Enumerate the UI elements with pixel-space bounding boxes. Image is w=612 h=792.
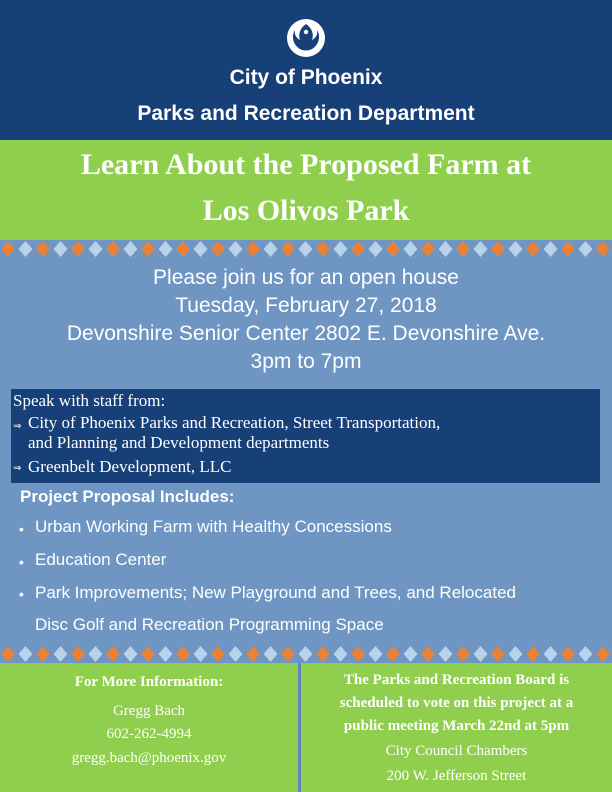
diamond-shape	[579, 241, 593, 257]
diamond-shape	[404, 646, 418, 662]
board-text: scheduled to vote on this project at a	[339, 695, 574, 711]
diamond-shape	[421, 241, 435, 257]
diamond-border-bottom	[0, 645, 612, 663]
diamond-shape	[596, 646, 610, 662]
proposal-item: Urban Working Farm with Healthy Concessions	[35, 517, 392, 536]
diamond-shape	[281, 646, 295, 662]
diamond-shape	[159, 241, 173, 257]
diamond-shape	[159, 646, 173, 662]
diamond-border-top	[0, 240, 612, 258]
diamond-shape	[54, 646, 68, 662]
diamond-shape	[561, 241, 575, 257]
diamond-shape	[106, 646, 120, 662]
diamond-shape	[176, 241, 190, 257]
diamond-shape	[351, 646, 365, 662]
diamond-shape	[386, 646, 400, 662]
diamond-shape	[299, 241, 313, 257]
diamond-shape	[439, 646, 453, 662]
contact-email[interactable]: gregg.bach@phoenix.gov	[71, 750, 227, 766]
org-name: City of Phoenix	[229, 66, 383, 89]
staff-item-city-cont: and Planning and Development departments	[28, 433, 330, 452]
diamond-shape	[89, 241, 103, 257]
bullet-icon: •	[19, 521, 24, 537]
diamond-shape	[36, 646, 50, 662]
diamond-shape	[264, 646, 278, 662]
arrow-icon: ⇒	[13, 463, 22, 474]
event-invite: Please join us for an open house	[153, 266, 459, 289]
diamond-shape	[106, 241, 120, 257]
diamond-shape	[351, 241, 365, 257]
diamond-shape	[211, 646, 225, 662]
diamond-shape	[316, 646, 330, 662]
diamond-shape	[474, 646, 488, 662]
diamond-shape	[474, 241, 488, 257]
diamond-shape	[526, 646, 540, 662]
diamond-shape	[544, 241, 558, 257]
diamond-shape	[54, 241, 68, 257]
diamond-shape	[194, 646, 208, 662]
event-date: Tuesday, February 27, 2018	[175, 294, 437, 317]
event-location: Devonshire Senior Center 2802 E. Devonshire Ave.	[66, 322, 546, 345]
diamond-shape	[19, 646, 33, 662]
diamond-shape	[386, 241, 400, 257]
bullet-icon: •	[19, 554, 24, 570]
proposal-heading: Project Proposal Includes:	[20, 487, 235, 506]
diamond-shape	[19, 241, 33, 257]
diamond-shape	[491, 646, 505, 662]
diamond-shape	[211, 241, 225, 257]
diamond-shape	[281, 241, 295, 257]
diamond-shape	[404, 241, 418, 257]
diamond-shape	[596, 241, 610, 257]
diamond-shape	[509, 241, 523, 257]
phoenix-bird-icon	[286, 18, 326, 58]
bullet-icon: •	[19, 586, 24, 602]
staff-item-city: City of Phoenix Parks and Recreation, Street Transportation,	[28, 413, 441, 432]
diamond-shape	[1, 241, 15, 257]
diamond-shape	[229, 646, 243, 662]
contact-heading: For More Information:	[74, 674, 224, 690]
contact-phone: 602-262-4994	[106, 726, 192, 742]
staff-heading: Speak with staff from:	[13, 391, 166, 410]
diamond-shape	[544, 646, 558, 662]
diamond-shape	[1, 646, 15, 662]
diamond-shape	[246, 646, 260, 662]
diamond-shape	[194, 241, 208, 257]
diamond-shape	[439, 241, 453, 257]
diamond-shape	[526, 241, 540, 257]
proposal-item: Park Improvements; New Playground and Trees, and Relocated	[35, 583, 516, 602]
diamond-shape	[36, 241, 50, 257]
diamond-shape	[176, 646, 190, 662]
diamond-shape	[229, 241, 243, 257]
diamond-shape	[246, 241, 260, 257]
diamond-shape	[456, 241, 470, 257]
diamond-shape	[316, 241, 330, 257]
diamond-shape	[124, 241, 138, 257]
diamond-shape	[71, 646, 85, 662]
board-address: 200 W. Jefferson Street	[386, 768, 527, 784]
diamond-shape	[141, 241, 155, 257]
diamond-shape	[491, 241, 505, 257]
diamond-shape	[579, 646, 593, 662]
diamond-shape	[334, 241, 348, 257]
board-text: The Parks and Recreation Board is	[343, 672, 570, 688]
page-title: Learn About the Proposed Farm at	[80, 148, 532, 181]
diamond-shape	[561, 646, 575, 662]
board-venue: City Council Chambers	[385, 743, 528, 759]
diamond-shape	[89, 646, 103, 662]
contact-name: Gregg Bach	[112, 703, 186, 719]
proposal-item-cont: Disc Golf and Recreation Programming Space	[35, 615, 384, 634]
diamond-shape	[509, 646, 523, 662]
diamond-shape	[421, 646, 435, 662]
event-time: 3pm to 7pm	[250, 350, 362, 373]
diamond-shape	[71, 241, 85, 257]
board-text: public meeting March 22nd at 5pm	[343, 718, 570, 734]
diamond-shape	[124, 646, 138, 662]
diamond-shape	[456, 646, 470, 662]
diamond-shape	[141, 646, 155, 662]
arrow-icon: ⇒	[13, 421, 22, 432]
staff-item-greenbelt: Greenbelt Development, LLC	[28, 457, 232, 476]
diamond-shape	[334, 646, 348, 662]
diamond-shape	[369, 241, 383, 257]
diamond-shape	[369, 646, 383, 662]
department-name: Parks and Recreation Department	[137, 102, 475, 125]
page-title-park: Los Olivos Park	[202, 194, 410, 227]
diamond-shape	[264, 241, 278, 257]
proposal-item: Education Center	[35, 550, 167, 569]
diamond-shape	[299, 646, 313, 662]
